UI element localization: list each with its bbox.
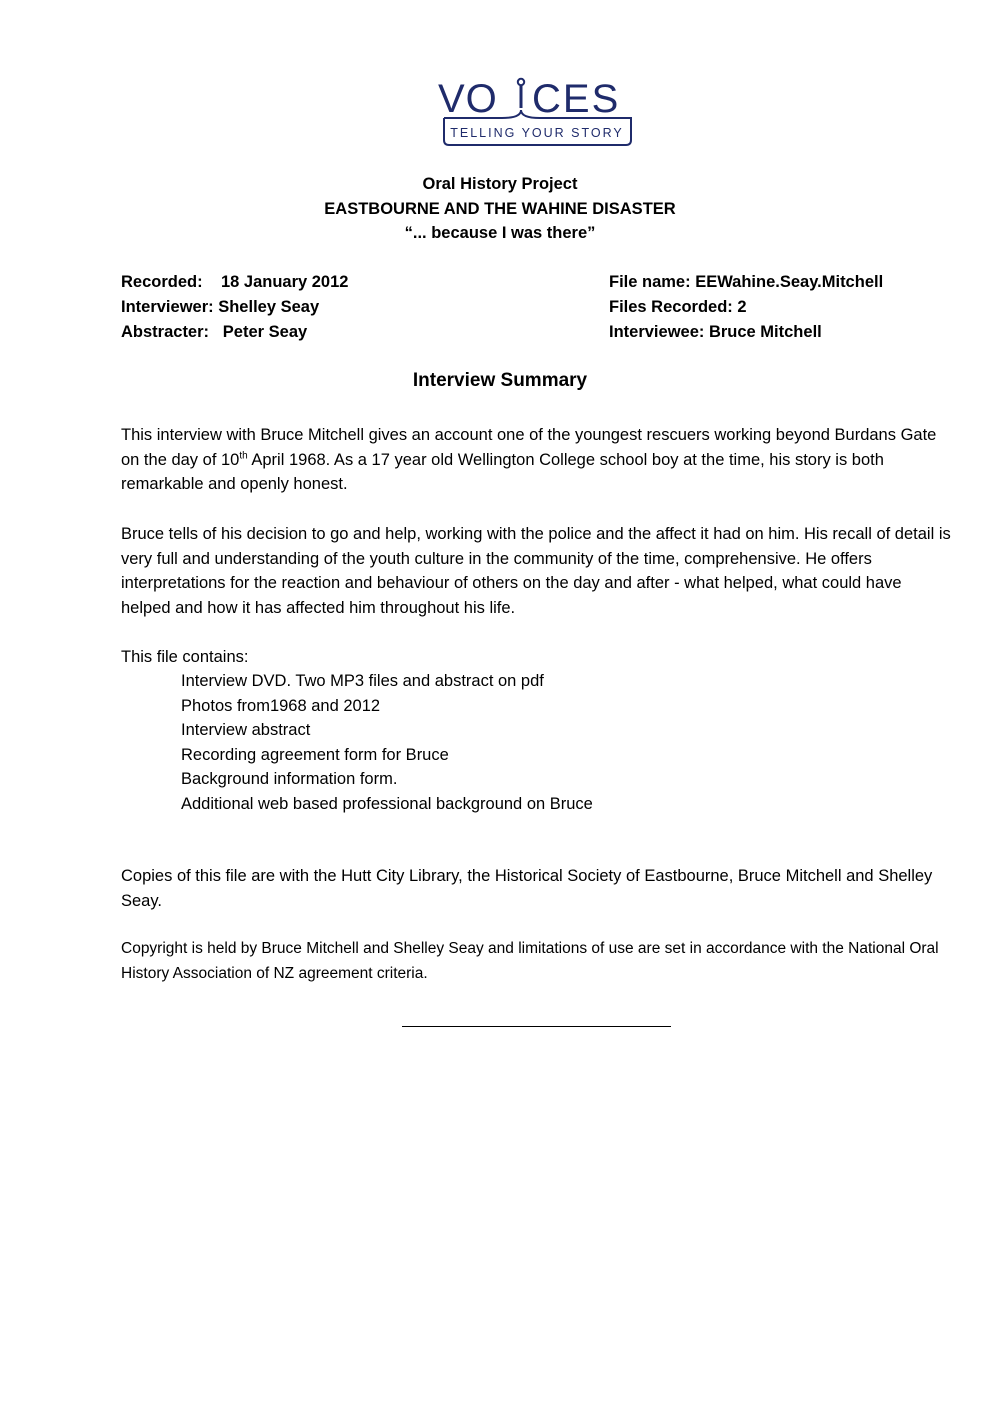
- summary-paragraph-1: [121, 423, 951, 497]
- voices-logo-icon: [436, 74, 638, 150]
- file-name: File name: EEWahine.Seay.Mitchell: [609, 273, 884, 291]
- list-item: Photos from1968 and 2012: [181, 696, 381, 715]
- para1-superscript: th: [239, 450, 248, 461]
- interviewer-value: Shelley Seay: [218, 298, 320, 316]
- project-header: [0, 172, 1000, 246]
- interviewee: Interviewee: Bruce Mitchell: [609, 323, 822, 341]
- para1-text-b: April 1968. As a 17 year old Wellington College school boy at the time, his story is both remarkable and openly honest.: [121, 450, 884, 493]
- copies-paragraph: Copies of this file are with the Hutt City Library, the Historical Society of Eastbourne, Bruce Mitchell and Shelley Seay.: [121, 867, 933, 910]
- logo-letters-right: CES: [532, 77, 621, 121]
- summary-paragraph-2: Bruce tells of his decision to go and help, working with the police and the affect it had on him. His recall of detail is very full and understanding of the youth culture in the community of the time, comprehensive. He offers interpretations for the reaction and behaviour of others on the day and after - what helped, what could have helped and how it has affected him throughout his life.: [121, 525, 951, 617]
- end-rule: [402, 1026, 671, 1027]
- abstracter-label: Abstracter:: [121, 323, 210, 341]
- list-item: Recording agreement form for Bruce: [181, 745, 449, 764]
- voices-logo: [436, 74, 638, 150]
- list-item: Additional web based professional background on Bruce: [181, 794, 593, 813]
- summary-title: Interview Summary: [412, 370, 588, 391]
- abstracter-row: [121, 320, 348, 345]
- copyright-paragraph: Copyright is held by Bruce Mitchell and Shelley Seay and limitations of use are set in accordance with the National Oral History Association of NZ agreement criteria.: [121, 940, 939, 982]
- recorded-label: Recorded:: [121, 273, 203, 291]
- recorded-row: [121, 270, 348, 295]
- project-quote: “... because I was there”: [404, 224, 596, 242]
- para1-text-a: This interview with Bruce Mitchell gives an account one of the youngest rescuers working beyond Burdans Gate on the day of 10: [121, 426, 937, 469]
- logo-tagline: TELLING YOUR STORY: [450, 126, 624, 140]
- interviewer-row: [121, 295, 348, 320]
- files-recorded: Files Recorded: 2: [609, 298, 747, 316]
- contains-label: This file contains:: [121, 648, 249, 666]
- project-subtitle: EASTBOURNE AND THE WAHINE DISASTER: [324, 199, 676, 218]
- list-item: Interview abstract: [181, 721, 311, 739]
- logo-letters-left: VO: [438, 77, 498, 121]
- list-item: Interview DVD. Two MP3 files and abstract on pdf: [181, 672, 544, 690]
- recorded-value: 18 January 2012: [220, 273, 349, 291]
- abstracter-value: Peter Seay: [222, 323, 308, 341]
- meta-right-column: [609, 270, 883, 345]
- interviewer-label: Interviewer:: [121, 298, 214, 316]
- list-item: Background information form.: [181, 770, 398, 788]
- project-title: Oral History Project: [422, 175, 578, 193]
- meta-left-column: [121, 270, 348, 345]
- file-contents-list: [181, 669, 593, 816]
